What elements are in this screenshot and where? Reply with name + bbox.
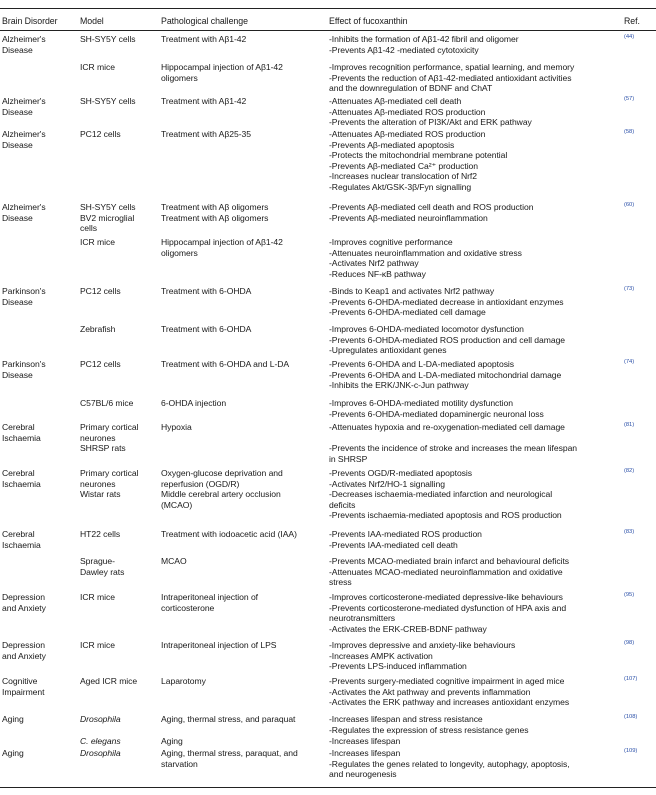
challenge-cell: Aging, thermal stress, and paraquat [161,714,296,724]
effect-cell: -Improves 6-OHDA-mediated motility dysfunction -Prevents 6-OHDA-mediated dopaminergic neuronal loss [329,398,544,419]
model-cell: Drosophila [80,748,121,758]
disorder-cell: Alzheimer's Disease [2,202,46,223]
header-effect: Effect of fucoxanthin [329,16,408,26]
disorder-cell: Aging [2,714,24,724]
challenge-cell: Treatment with 6-OHDA and L-DA [161,359,290,369]
model-cell: SH-SY5Y cells [80,34,136,44]
model-cell: ICR mice [80,592,115,602]
model-cell: C57BL/6 mice [80,398,134,408]
disorder-cell: Cognitive Impairment [2,676,45,697]
model-cell: Sprague- Dawley rats [80,556,125,577]
ref-cell[interactable]: (57) [624,96,635,102]
effect-cell: -Increases lifespan and stress resistance -Regulates the expression of stress resistance genes [329,714,529,735]
disorder-cell: Cerebral Ischaemia [2,468,41,489]
ref-cell[interactable]: (95) [624,592,635,598]
top-rule [0,8,656,9]
challenge-cell: Intraperitoneal injection of LPS [161,640,277,650]
model-cell: SH-SY5Y cells BV2 microglial cells [80,202,136,234]
disorder-cell: Alzheimer's Disease [2,34,46,55]
ref-cell[interactable]: (83) [624,529,635,535]
challenge-cell: Treatment with 6-OHDA [161,324,252,334]
model-cell: ICR mice [80,640,115,650]
disorder-cell: Parkinson's Disease [2,359,46,380]
model-cell: SH-SY5Y cells [80,96,136,106]
disorder-cell: Depression and Anxiety [2,592,46,613]
header-pathological-challenge: Pathological challenge [161,16,248,26]
effect-cell: -Prevents Aβ-mediated cell death and ROS production -Prevents Aβ-mediated neuroinflammation [329,202,534,223]
ref-cell[interactable]: (73) [624,286,635,292]
challenge-cell: Hippocampal injection of Aβ1-42 oligomers [161,237,283,258]
effect-cell: -Inhibits the formation of Aβ1-42 fibril and oligomer -Prevents Aβ1-42 -mediated cytotoxicity [329,34,519,55]
effect-cell: -Prevents OGD/R-mediated apoptosis -Activates Nrf2/HO-1 signalling -Decreases ischaemia-mediated infarction and neurological deficits -Prevents ischaemia-mediated apoptosis and ROS production [329,468,562,521]
disorder-cell: Depression and Anxiety [2,640,46,661]
header-rule [0,30,656,31]
effect-cell: -Attenuates Aβ-mediated cell death -Attenuates Aβ-mediated ROS production -Prevents the alteration of PI3K/Akt and ERK pathway [329,96,532,128]
disorder-cell: Parkinson's Disease [2,286,46,307]
model-cell: C. elegans [80,736,121,746]
model-cell: HT22 cells [80,529,121,539]
challenge-cell: Hippocampal injection of Aβ1-42 oligomers [161,62,283,83]
model-cell: PC12 cells [80,129,121,139]
challenge-cell: Treatment with Aβ25-35 [161,129,251,139]
ref-cell[interactable]: (44) [624,34,635,40]
header-brain-disorder: Brain Disorder [2,16,58,26]
model-cell: Drosophila [80,714,121,724]
challenge-cell: Laparotomy [161,676,206,686]
model-cell: PC12 cells [80,359,121,369]
model-cell: PC12 cells [80,286,121,296]
challenge-cell: Hypoxia [161,422,192,432]
ref-cell[interactable]: (108) [624,714,638,720]
effect-cell: -Improves cognitive performance -Attenuates neuroinflammation and oxidative stress -Activates Nrf2 pathway -Reduces NF-κB pathway [329,237,522,279]
model-cell: ICR mice [80,237,115,247]
disorder-cell: Cerebral Ischaemia [2,529,41,550]
ref-cell[interactable]: (60) [624,202,635,208]
ref-cell[interactable]: (58) [624,129,635,135]
challenge-cell: Treatment with Aβ oligomers Treatment with Aβ oligomers [161,202,269,223]
effect-cell: -Improves corticosterone-mediated depressive-like behaviours -Prevents corticosterone-mediated dysfunction of HPA axis and neurotransmitters -Activates the ERK-CREB-BDNF pathway [329,592,567,634]
effect-cell: -Attenuates hypoxia and re-oxygenation-mediated cell damage -Prevents the incidence of stroke and increases the mean lifespan in SHRSP [329,422,578,464]
effect-cell: -Improves recognition performance, spatial learning, and memory -Prevents the reduction of Aβ1-42-mediated antioxidant activities and the downregulation of BDNF and ChAT [329,62,575,94]
effect-cell: -Binds to Keap1 and activates Nrf2 pathway -Prevents 6-OHDA-mediated decrease in antioxidant enzymes -Prevents 6-OHDA-mediated cell damage [329,286,564,318]
model-cell: Zebrafish [80,324,116,334]
challenge-cell: Treatment with Aβ1-42 [161,96,247,106]
header-model: Model [80,16,104,26]
challenge-cell: Oxygen-glucose deprivation and reperfusion (OGD/R) Middle cerebral artery occlusion (MCAO) [161,468,283,510]
header-ref: Ref. [624,16,640,26]
effect-cell: -Improves 6-OHDA-mediated locomotor dysfunction -Prevents 6-OHDA-mediated ROS production and cell damage -Upregulates antioxidant genes [329,324,566,356]
ref-cell[interactable]: (74) [624,359,635,365]
ref-cell[interactable]: (109) [624,748,638,754]
effect-cell: -Prevents 6-OHDA and L-DA-mediated apoptosis -Prevents 6-OHDA and L-DA-mediated mitochondrial damage -Inhibits the ERK/JNK-c-Jun pathway [329,359,562,391]
model-cell: Primary cortical neurones SHRSP rats [80,422,139,454]
effect-cell: -Attenuates Aβ-mediated ROS production -Prevents Aβ-mediated apoptosis -Protects the mitochondrial membrane potential -Prevents Aβ-mediated Ca²⁺ production -Increases nuclear translocation of Nrf2 -Regulates Akt/GSK-3β/Fyn signalling [329,129,508,192]
effect-cell: -Prevents surgery-mediated cognitive impairment in aged mice -Activates the Akt pathway and prevents inflammation -Activates the ERK pathway and increases antioxidant enzymes [329,676,570,708]
disorder-cell: Alzheimer's Disease [2,129,46,150]
model-cell: Primary cortical neurones Wistar rats [80,468,139,500]
challenge-cell: Treatment with Aβ1-42 [161,34,247,44]
challenge-cell: MCAO [161,556,187,566]
disorder-cell: Alzheimer's Disease [2,96,46,117]
challenge-cell: Intraperitoneal injection of corticosterone [161,592,259,613]
ref-cell[interactable]: (81) [624,422,635,428]
model-cell: Aged ICR mice [80,676,138,686]
challenge-cell: Treatment with 6-OHDA [161,286,252,296]
challenge-cell: Aging, thermal stress, paraquat, and starvation [161,748,298,769]
bottom-rule [0,787,656,788]
model-cell: ICR mice [80,62,115,72]
disorder-cell: Cerebral Ischaemia [2,422,41,443]
effect-cell: -Increases lifespan -Regulates the genes related to longevity, autophagy, apoptosis, and neurogenesis [329,748,570,780]
ref-cell[interactable]: (107) [624,676,638,682]
ref-cell[interactable]: (98) [624,640,635,646]
effect-cell: -Improves depressive and anxiety-like behaviours -Increases AMPK activation -Prevents LPS-induced inflammation [329,640,516,672]
effect-cell: -Prevents MCAO-mediated brain infarct and behavioural deficits -Attenuates MCAO-mediated neuroinflammation and oxidative stress [329,556,570,588]
challenge-cell: Aging [161,736,183,746]
ref-cell[interactable]: (82) [624,468,635,474]
effect-cell: -Prevents IAA-mediated ROS production -Prevents IAA-mediated cell death [329,529,482,550]
disorder-cell: Aging [2,748,24,758]
effect-cell: -Increases lifespan [329,736,401,746]
challenge-cell: 6-OHDA injection [161,398,227,408]
challenge-cell: Treatment with iodoacetic acid (IAA) [161,529,297,539]
